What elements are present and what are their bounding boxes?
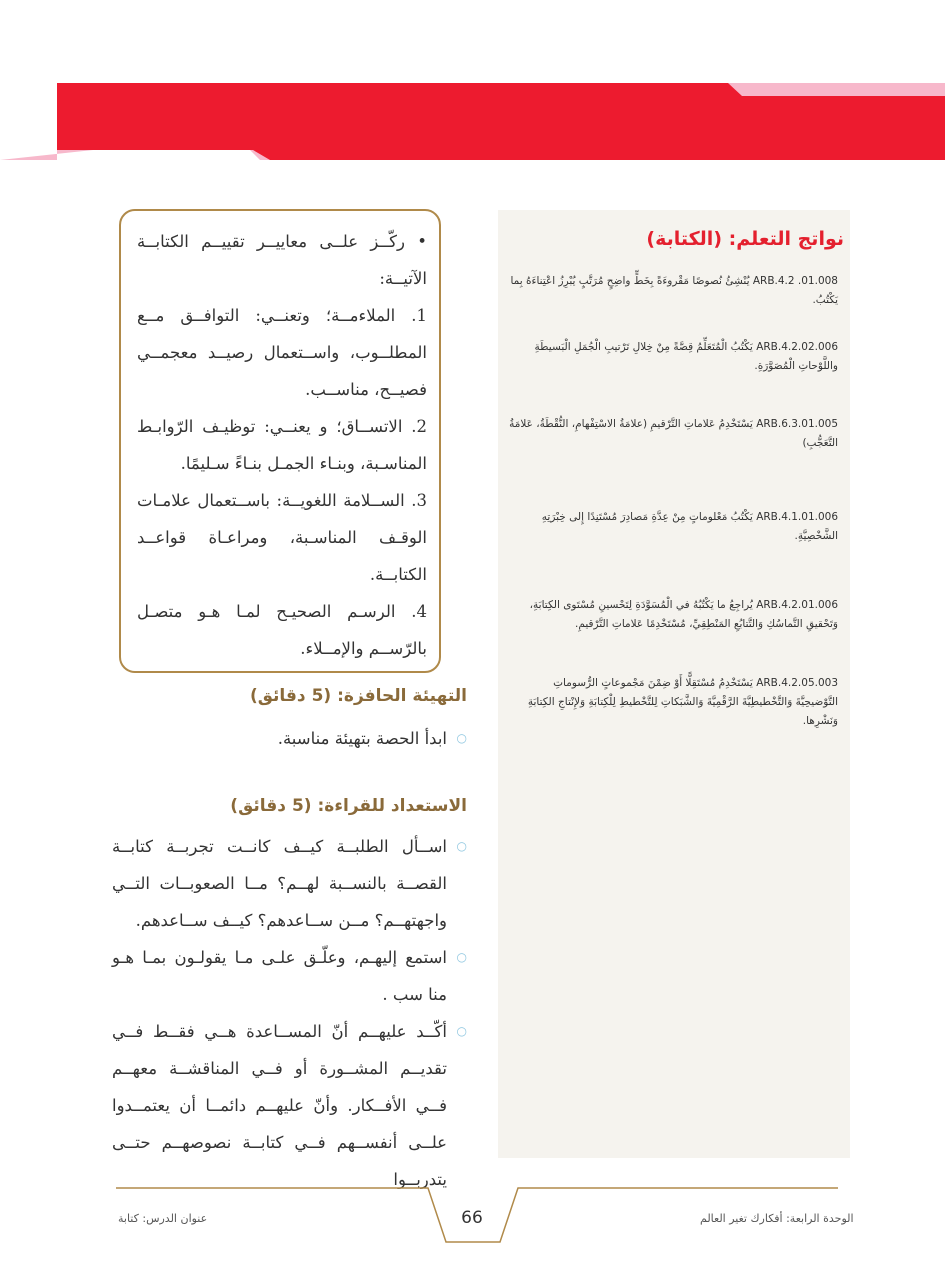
outcome-code: ARB.4.2 .01.008 [752, 275, 838, 287]
outcome-text: يَسْتَخْدِمُ مُسْتَقِلًّا أَوْ ضِمْنَ مَجْموعاتٍ الرُّسوماتِ التَّوْضيحِيَّةَ وَالتَّخْطيطِيَّةَ الرَّقْمِيَّةَ وَالشَّبَكاتِ لِلتَّخْطيطِ لِلْكِتابَةِ وَلإِنْتاجِ الكِتابَةِ وَنَشْرِها. [527, 677, 838, 727]
writing-criteria [137, 223, 427, 667]
outcome-text: يُنْشِئُ نُصوصًا مَقْروءَةً بِخَطٍّ واضِحٍ مُرَتَّبٍ يُبْرِزُ اعْتِناءَهُ بِما يَكْتُبُ. [510, 275, 838, 306]
bullet-dot-icon: ○ [456, 1024, 467, 1038]
list-item: ○ ابدأ الحصة بتهيئة مناسبة. [112, 720, 467, 757]
criteria-item: 2. الاتســاق؛ و يعنــي: توظيـف الرّوابـط المناسـبة، وبنـاء الجمـل بنـاءً سـليمًا. [137, 417, 427, 473]
header-banner [0, 0, 945, 170]
learning-outcomes-panel [498, 210, 850, 1158]
page-number: 66 [461, 1208, 483, 1228]
warmup-duration: (5 دقائق) [249, 686, 332, 706]
outcome-text: يَكْتُبُ الْمُتَعَلِّمُ قِصَّةً مِنْ خِلالِ تَرْتيبِ الْجُمَلِ الْبَسيطَةِ واللَّوْحاتِ الْمُصَوَّرَةِ. [534, 341, 838, 372]
list-item: ○ استمع إليهـم، وعلّـق علـى مـا يقولـون بمـا هـو منا سب . [112, 939, 467, 1013]
footer-lesson-title: عنوان الدرس: كتابة [118, 1212, 208, 1225]
criteria-item: 4. الرسـم الصحيـح لمـا هـو متصـل بالرّســم والإمــلاء. [137, 602, 427, 658]
warmup-heading [250, 686, 467, 706]
criteria-item: 3. الســلامة اللغويــة: باســتعمال علامـات الوقـف المناسـبة، ومراعـاة قواعــد الكتابــة. [137, 491, 427, 584]
learning-outcomes-title: نواتج التعلم: (الكتابة) [646, 228, 844, 250]
list-item: ○ اســأل الطلبــة كيــف كانــت تجربــة كتابــة القصــة بالنســبة لهــم؟ مــا الصعوبــات التــي واجهتهــم؟ مــن ســاعدهم؟ كيــف ســاعدهم. [112, 828, 467, 939]
footer-unit-title: الوحدة الرابعة: أفكارك تغير العالم [700, 1212, 854, 1225]
outcome-item [508, 415, 838, 453]
bullet-dot-icon: ○ [456, 731, 467, 745]
outcome-text: يُراجِعُ ما يَكْتُبُهُ في الْمُسَوَّدَةِ لِتَحْسينِ مُسْتَوى الكِتابَةِ، وَتَحْقيقِ التَّماسُكِ وَالتَّتابُعِ المَنْطِقِيِّ، مُسْتَخْدِمًا عَلاماتِ التَّرْقيمِ. [529, 599, 838, 630]
outcome-item [508, 272, 838, 310]
outcome-text: يَسْتَخْدِمُ عَلاماتِ التَّرْقيمِ (علامَةُ الاسْتِفْهامِ، النُّقْطَةُ، عَلامَةُ التَّعَجُّبِ) [509, 418, 838, 449]
outcome-item [508, 674, 838, 731]
list-item: ○ أكّــد عليهــم أنّ المســاعدة هــي فقــط فــي تقديــم المشــورة أو فــي المناقشــة معهــم فــي الأفــكار. وأنّ عليهــم دائمــا أن يعتمــدوا علــى أنفســهم فــي كتابــة نصوصهــم حتــى يتدربــوا [112, 1013, 467, 1198]
prep-list [112, 828, 467, 1198]
outcome-item [508, 338, 838, 376]
bullet-dot-icon: ○ [456, 839, 467, 853]
outcome-item [508, 508, 838, 546]
writing-criteria-box [119, 209, 441, 673]
outcome-code: ARB.4.2.05.003 [756, 677, 838, 689]
criteria-intro: • ركّــز علــى معاييــر تقييــم الكتابــة الآتيــة: [137, 232, 427, 288]
prep-duration: (5 دقائق) [230, 796, 312, 816]
prep-title: الاستعداد للقراءة: [317, 796, 467, 816]
outcome-code: ARB.6.3.01.005 [756, 418, 838, 430]
warmup-title: التهيئة الحافزة: [337, 686, 467, 706]
outcome-code: ARB.4.2.02.006 [756, 341, 838, 353]
outcome-code: ARB.4.1.01.006 [756, 511, 838, 523]
warmup-list [112, 720, 467, 757]
prep-heading [230, 796, 467, 816]
outcome-text: يَكْتُبُ مَعْلوماتٍ مِنْ عِدَّةِ مَصادِرَ مُسْتَنِدًا إِلى خِبْرَتِهِ الشَّخْصِيَّةِ. [541, 511, 838, 542]
footer-frame [0, 1180, 945, 1276]
bullet-dot-icon: ○ [456, 950, 467, 964]
criteria-item: 1. الملاءمــة؛ وتعنــي: التوافــق مــع المطلــوب، واســتعمال رصيــد معجمــي فصيــح، مناســب. [137, 306, 427, 399]
outcome-item [508, 596, 838, 634]
outcome-code: ARB.4.2.01.006 [756, 599, 838, 611]
